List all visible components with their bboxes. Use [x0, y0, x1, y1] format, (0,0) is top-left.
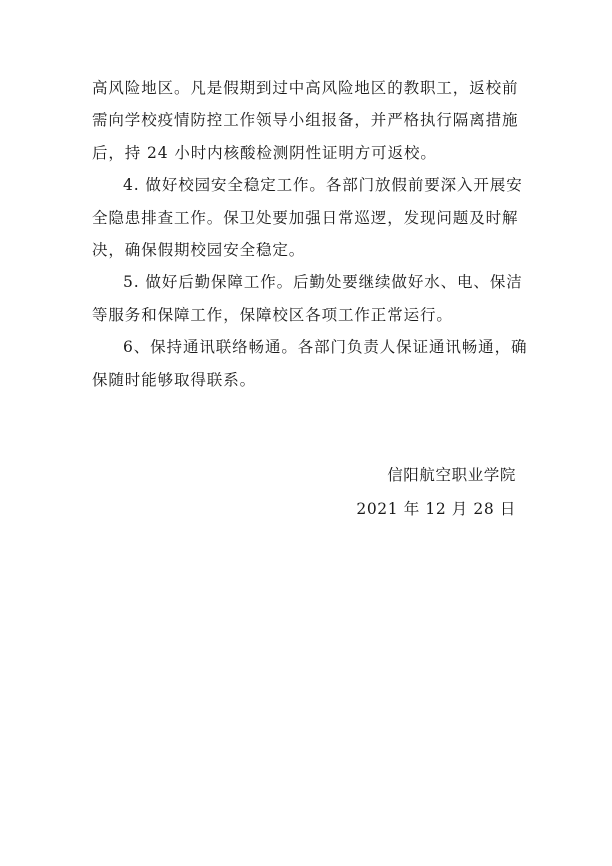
body-line: 后，持 24 小时内核酸检测阴性证明方可返校。: [92, 143, 437, 162]
paragraph-logistics: [92, 266, 522, 331]
signature-block: [356, 458, 516, 526]
document-body: [92, 72, 528, 396]
body-line: 需向学校疫情防控工作领导小组报备，并严格执行隔离措施: [92, 111, 519, 130]
body-line: 等服务和保障工作，保障校区各项工作正常运行。: [92, 305, 453, 324]
body-line: 保随时能够取得联系。: [92, 370, 257, 389]
paragraph-epidemic-control: [92, 72, 522, 169]
body-line: 高风险地区。凡是假期到过中高风险地区的教职工，返校前: [92, 79, 519, 97]
body-line: 6、保持通讯联络畅通。各部门负责人保证通讯畅通，确: [123, 338, 528, 357]
body-line: 4. 做好校园安全稳定工作。各部门放假前要深入开展安: [123, 176, 523, 195]
signature-date: 2021 年 12 月 28 日: [356, 500, 516, 518]
body-line: 决，确保假期校园安全稳定。: [92, 240, 306, 259]
paragraph-communication: [92, 331, 528, 396]
body-line: 5. 做好后勤保障工作。后勤处要继续做好水、电、保洁: [123, 273, 523, 292]
body-line: 全隐患排查工作。保卫处要加强日常巡逻，发现问题及时解: [92, 208, 519, 227]
paragraph-campus-safety: [92, 169, 522, 266]
signature-organization: 信阳航空职业学院: [387, 466, 516, 484]
